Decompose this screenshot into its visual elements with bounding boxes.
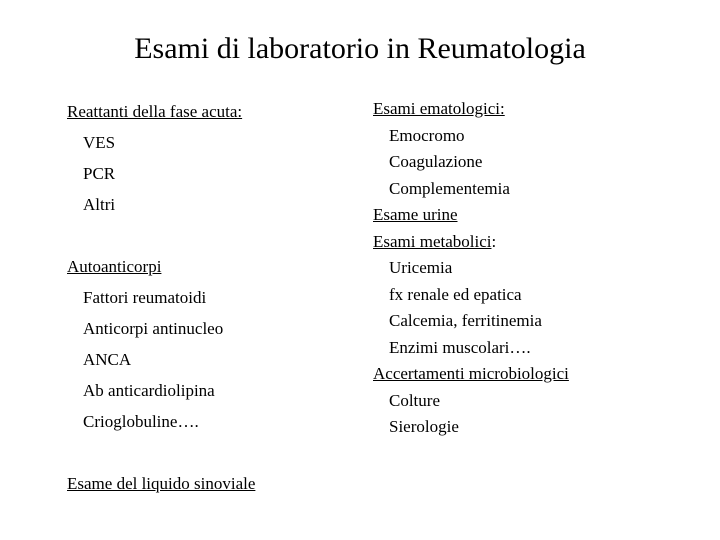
section-heading-hematology: Esami ematologici: [373, 99, 505, 118]
list-item: Anticorpi antinucleo [83, 318, 224, 338]
list-item: fx renale ed epatica [389, 284, 522, 304]
list-item: Calcemia, ferritinemia [389, 311, 542, 330]
list-item: PCR [83, 163, 116, 183]
heading-colon: : [491, 231, 497, 251]
section-heading-metabolic: Esami metabolici : [373, 231, 497, 251]
right-column [373, 96, 703, 441]
list-item: ANCA [83, 349, 132, 369]
slide-title: Esami di laboratorio in Reumatologia [134, 32, 586, 65]
list-item: Altri [83, 194, 116, 214]
list-item: Ab anticardiolipina [83, 380, 215, 400]
list-item: Enzimi muscolari…. [389, 337, 531, 357]
section-heading-urine: Esame urine [373, 205, 458, 224]
list-item: VES [83, 132, 116, 152]
list-item: Sierologie [389, 417, 459, 436]
section-heading-acute-phase: Reattanti della fase acuta: [67, 101, 243, 121]
spacer [67, 437, 367, 468]
left-column [67, 96, 367, 499]
list-item: Colture [389, 390, 440, 410]
section-heading-synovial-fluid: Esame del liquido sinoviale [67, 473, 256, 493]
section-heading-microbiology: Accertamenti microbiologici [373, 364, 569, 383]
section-heading-autoantibodies: Autoanticorpi [67, 256, 162, 276]
list-item: Complementemia [389, 178, 510, 198]
list-item: Uricemia [389, 258, 453, 277]
list-item: Fattori reumatoidi [83, 287, 207, 307]
list-item: Coagulazione [389, 152, 483, 171]
list-item: Crioglobuline…. [83, 411, 199, 431]
list-item: Emocromo [389, 125, 465, 145]
spacer [67, 220, 367, 251]
